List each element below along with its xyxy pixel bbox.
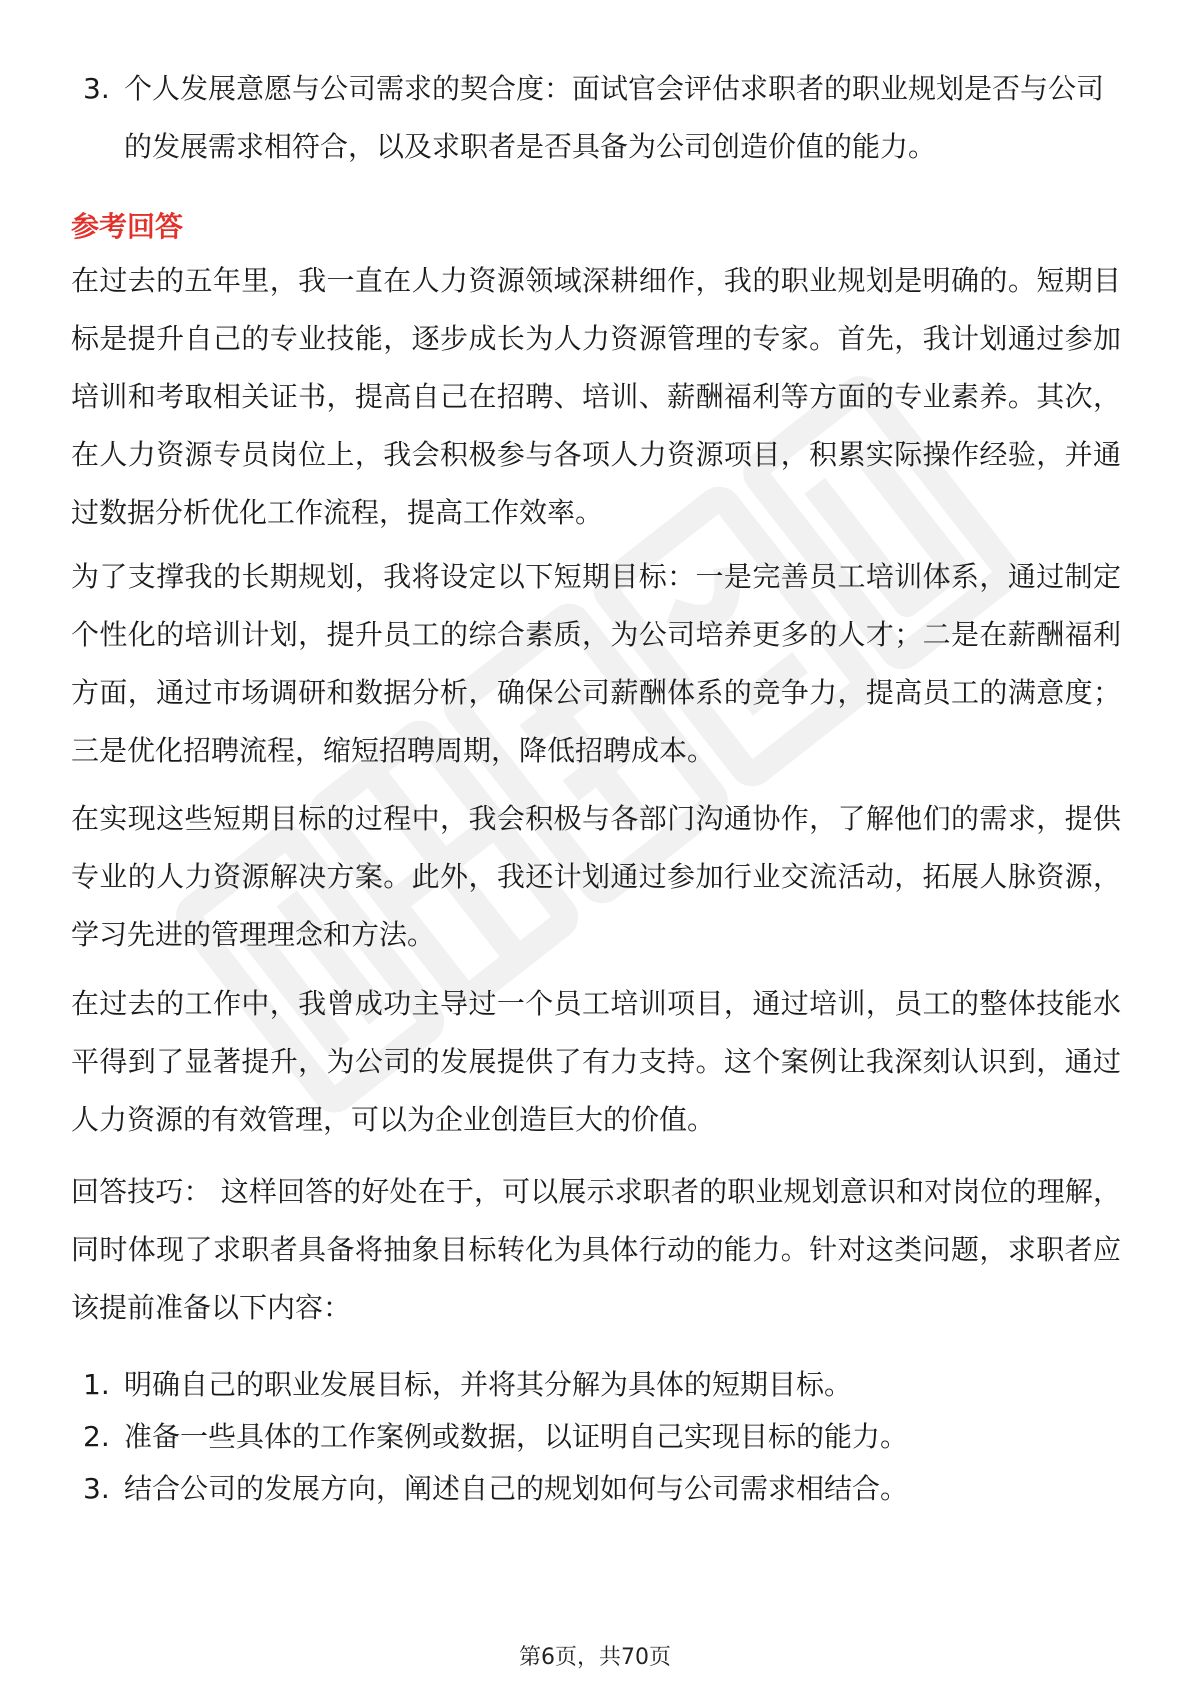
reference-answer-heading: 参考回答 bbox=[71, 210, 184, 243]
tips-list-item bbox=[83, 1356, 1113, 1414]
list-item-number: 1. bbox=[83, 1368, 110, 1401]
list-item-text: 个人发展意愿与公司需求的契合度：面试官会评估求职者的职业规划是否与公司的发展需求相符合，以及求职者是否具备为公司创造价值的能力。 bbox=[124, 72, 1105, 163]
answer-paragraph-2: 为了支撑我的长期规划，我将设定以下短期目标：一是完善员工培训体系，通过制定个性化的培训计划，提升员工的综合素质，为公司培养更多的人才；二是在薪酬福利方面，通过市场调研和数据分析，确保公司薪酬体系的竞争力，提高员工的满意度；三是优化招聘流程，缩短招聘周期，降低招聘成本。 bbox=[71, 560, 1121, 767]
list-item-number: 2. bbox=[83, 1420, 110, 1453]
tips-list-item bbox=[83, 1408, 1113, 1466]
tips-list-item bbox=[83, 1460, 1113, 1518]
list-item-text: 准备一些具体的工作案例或数据，以证明自己实现目标的能力。 bbox=[124, 1420, 909, 1453]
answer-paragraph-1: 在过去的五年里，我一直在人力资源领域深耕细作，我的职业规划是明确的。短期目标是提升自己的专业技能，逐步成长为人力资源管理的专家。首先，我计划通过参加培训和考取相关证书，提高自己在招聘、培训、薪酬福利等方面的专业素养。其次，在人力资源专员岗位上，我会积极参与各项人力资源项目，积累实际操作经验，并通过数据分析优化工作流程，提高工作效率。 bbox=[71, 264, 1121, 529]
answer-tips-paragraph: 回答技巧： 这样回答的好处在于，可以展示求职者的职业规划意识和对岗位的理解，同时体现了求职者具备将抽象目标转化为具体行动的能力。针对这类问题，求职者应该提前准备以下内容： bbox=[71, 1175, 1121, 1324]
answer-paragraph-4: 在过去的工作中，我曾成功主导过一个员工培训项目，通过培训，员工的整体技能水平得到了显著提升，为公司的发展提供了有力支持。这个案例让我深刻认识到，通过人力资源的有效管理，可以为企业创造巨大的价值。 bbox=[71, 987, 1121, 1136]
answer-paragraph-3: 在实现这些短期目标的过程中，我会积极与各部门沟通协作，了解他们的需求，提供专业的人力资源解决方案。此外，我还计划通过参加行业交流活动，拓展人脉资源，学习先进的管理理念和方法。 bbox=[71, 802, 1121, 951]
list-item-text: 明确自己的职业发展目标，并将其分解为具体的短期目标。 bbox=[124, 1368, 853, 1401]
list-item-text: 结合公司的发展方向，阐述自己的规划如何与公司需求相结合。 bbox=[124, 1472, 909, 1505]
criteria-list-item bbox=[83, 60, 1113, 176]
list-item-number: 3. bbox=[83, 1472, 110, 1505]
list-item-number: 3. bbox=[83, 72, 110, 105]
page-number-footer: 第6页，共70页 bbox=[519, 1645, 671, 1670]
